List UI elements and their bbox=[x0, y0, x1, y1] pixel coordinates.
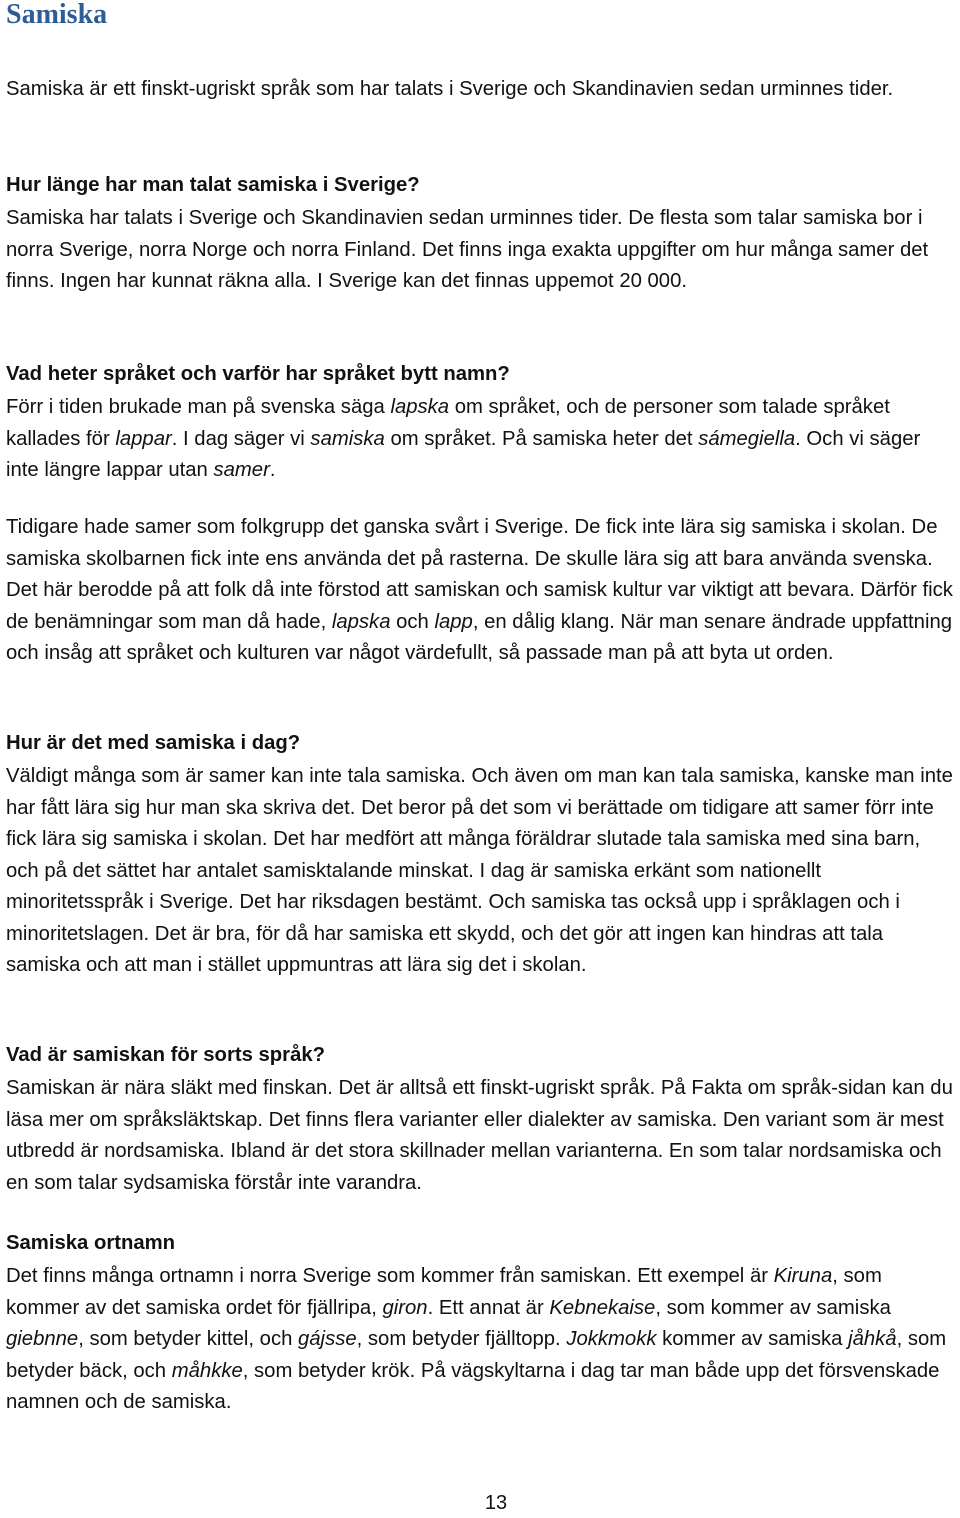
name-paragraph bbox=[6, 392, 956, 487]
intro-paragraph: Samiska är ett finskt-ugriskt språk som har talats i Sverige och Skandinavien sedan urminnes tider. bbox=[6, 78, 894, 100]
text-run: . I dag säger vi bbox=[171, 427, 311, 450]
heading-place-names: Samiska ortnamn bbox=[6, 1232, 176, 1254]
heading-today: Hur är det med samiska i dag? bbox=[6, 732, 301, 754]
place-names-paragraph bbox=[6, 1261, 956, 1419]
italic-term: lapska bbox=[331, 610, 391, 633]
italic-term: lapska bbox=[390, 396, 450, 418]
italic-term: måhkke bbox=[171, 1359, 243, 1382]
text-run: . bbox=[269, 459, 276, 481]
italic-term: gájsse bbox=[298, 1328, 357, 1350]
text-run: , som kommer av det samiska ordet för fjällripa, bbox=[6, 1265, 882, 1319]
italic-term: samer bbox=[213, 459, 270, 481]
text-run: , som betyder bäck, och bbox=[6, 1328, 947, 1382]
history-paragraph: Samiska har talats i Sverige och Skandinavien sedan urminnes tider. De flesta som talar samiska bor i norra Sverige, norra Norge och norra Finland. Det finns inga exakta uppgifter om hur många samer det finns. Ingen har kunnat räkna alla. I Sverige kan det finnas uppemot 20 000. bbox=[6, 207, 929, 292]
heading-history: Hur länge har man talat samiska i Sverige? bbox=[6, 174, 420, 196]
italic-term: jåhkå bbox=[848, 1328, 897, 1350]
text-run: och bbox=[390, 610, 435, 633]
text-run: Förr i tiden brukade man på svenska säga bbox=[6, 396, 391, 418]
text-run: om språket, och de personer som talade språket kallades för bbox=[6, 396, 890, 450]
italic-term: Kiruna bbox=[773, 1265, 833, 1287]
text-run: . Och vi säger inte längre lappar utan bbox=[6, 427, 921, 481]
text-run: kommer av samiska bbox=[656, 1328, 849, 1350]
italic-term: Jokkmokk bbox=[566, 1328, 657, 1350]
language-type-paragraph: Samiskan är nära släkt med finskan. Det är alltså ett finskt-ugriskt språk. På Fakta om språk-sidan kan du läsa mer om språksläktskap. Det finns flera varianter eller dialekter av samiska. Den variant som är mest utbredd är nordsamiska. Ibland är det stora skillnader mellan varianterna. En som talar nordsamiska och en som talar sydsamiska förstår inte varandra. bbox=[6, 1077, 953, 1194]
italic-term: samiska bbox=[310, 427, 385, 450]
italic-term: lapp bbox=[434, 610, 473, 633]
page-title: Samiska bbox=[6, 0, 108, 30]
text-run: , som betyder fjälltopp. bbox=[356, 1328, 567, 1350]
text-run: , som betyder kittel, och bbox=[78, 1328, 298, 1350]
history-of-discrimination-paragraph bbox=[6, 512, 956, 670]
italic-term: sámegiella bbox=[698, 427, 796, 450]
heading-language-type: Vad är samiskan för sorts språk? bbox=[6, 1044, 326, 1066]
text-run: Tidigare hade samer som folkgrupp det ganska svårt i Sverige. De fick inte lära sig samiska i skolan. De samiska skolbarnen fick inte ens använda det på rasterna. De skulle lära sig att bara använda svenska. Det här berodde på att folk då inte förstod att samiskan och samisk kultur var viktigt att bevara. Därför fick de benämningar som man då hade, bbox=[6, 516, 953, 633]
text-run: , som kommer av samiska bbox=[655, 1296, 891, 1319]
page-number: 13 bbox=[484, 1492, 508, 1514]
italic-term: giron bbox=[382, 1296, 428, 1319]
italic-term: giebnne bbox=[6, 1328, 79, 1350]
text-run: om språket. På samiska heter det bbox=[384, 427, 699, 450]
today-paragraph: Väldigt många som är samer kan inte tala samiska. Och även om man kan tala samiska, kanske man inte har fått lära sig hur man ska skriva det. Det beror på det som vi berättade om tidigare att samer förr inte fick lära sig samiska i skolan. Det har medfört att många föräldrar slutade tala samiska med sina barn, och på det sättet har antalet samisktalande minskat. I dag är samiska erkänt som nationellt minoritetsspråk i Sverige. Det har riksdagen bestämt. Och samiska tas också upp i språklagen och i minoritetslagen. Det är bra, för då har samiska ett skydd, och det gör att ingen kan hindras att tala samiska och att man i stället uppmuntras att lära sig det i skolan. bbox=[6, 765, 953, 976]
text-run: , som betyder krök. På vägskyltarna i dag tar man både upp det försvenskade namnen och de samiska. bbox=[6, 1359, 940, 1413]
text-run: , en dålig klang. När man senare ändrade uppfattning och insåg att språket och kulturen var något värdefullt, så passade man på att byta ut orden. bbox=[6, 610, 953, 664]
italic-term: Kebnekaise bbox=[549, 1296, 656, 1319]
heading-name: Vad heter språket och varför har språket bytt namn? bbox=[6, 363, 510, 385]
text-run: Det finns många ortnamn i norra Sverige som kommer från samiskan. Ett exempel är bbox=[6, 1265, 774, 1287]
text-run: . Ett annat är bbox=[427, 1296, 550, 1319]
italic-term: lappar bbox=[115, 427, 172, 450]
